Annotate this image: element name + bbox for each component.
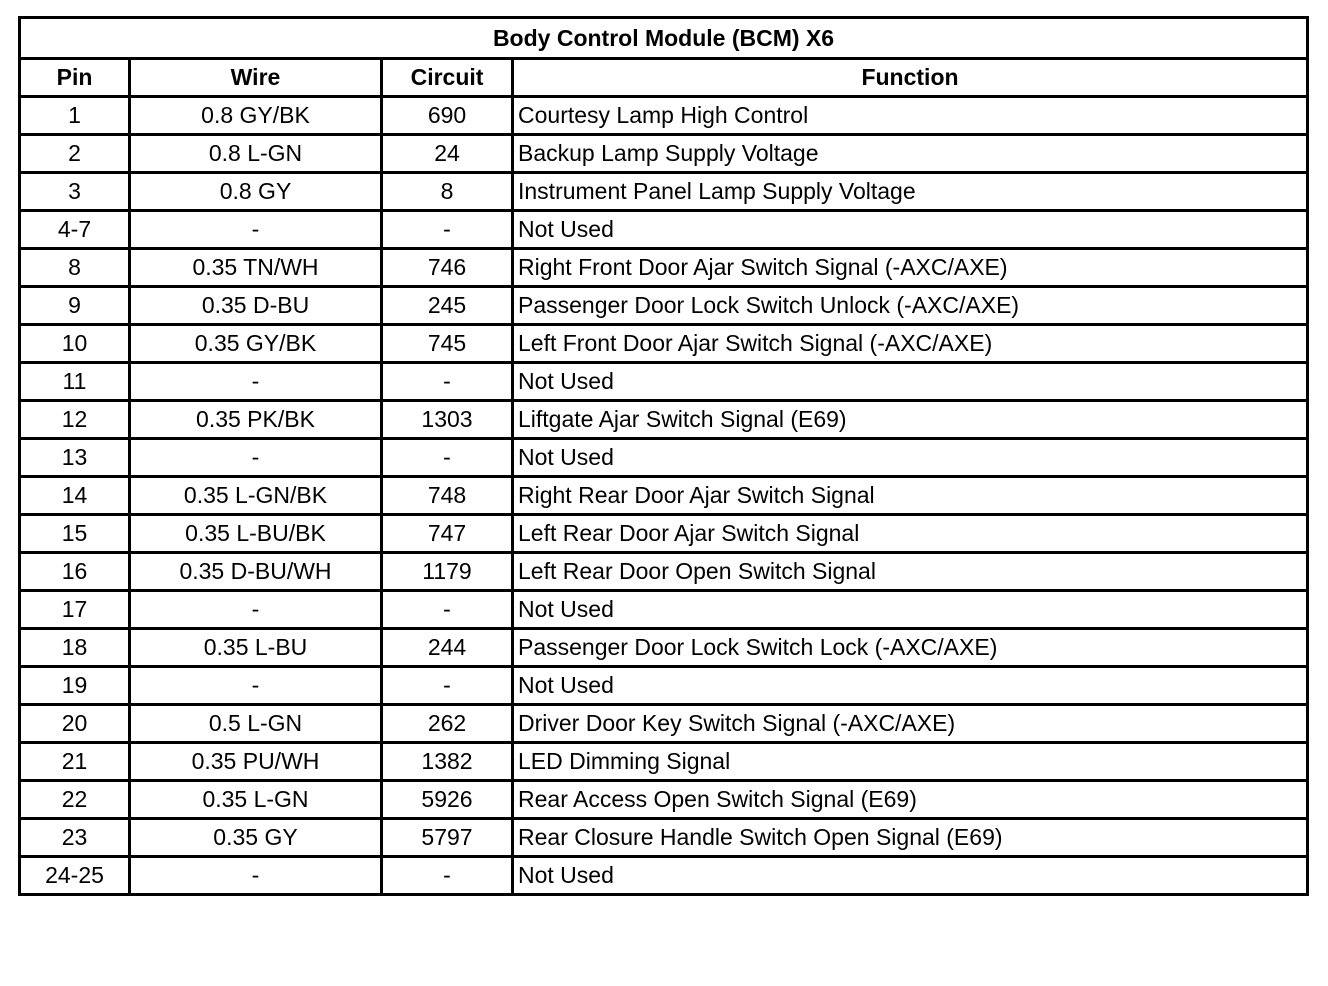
- pin-cell: 14: [20, 477, 130, 515]
- circuit-cell: 747: [382, 515, 513, 553]
- circuit-cell: -: [382, 857, 513, 895]
- circuit-cell: 262: [382, 705, 513, 743]
- function-cell: Passenger Door Lock Switch Lock (-AXC/AXE): [513, 629, 1308, 667]
- wire-cell: 0.35 TN/WH: [130, 249, 382, 287]
- circuit-cell: 1303: [382, 401, 513, 439]
- function-cell: Liftgate Ajar Switch Signal (E69): [513, 401, 1308, 439]
- pin-cell: 23: [20, 819, 130, 857]
- table-row: [20, 135, 1308, 173]
- table-row: [20, 553, 1308, 591]
- pin-cell: 10: [20, 325, 130, 363]
- table-title-row: [20, 18, 1308, 59]
- table-row: [20, 667, 1308, 705]
- pin-cell: 4-7: [20, 211, 130, 249]
- pin-cell: 1: [20, 97, 130, 135]
- table-row: [20, 439, 1308, 477]
- table-title: Body Control Module (BCM) X6: [20, 18, 1308, 59]
- table-row: [20, 401, 1308, 439]
- pin-cell: 22: [20, 781, 130, 819]
- connector-pinout-table: [18, 16, 1309, 896]
- circuit-cell: 1179: [382, 553, 513, 591]
- table-row: [20, 781, 1308, 819]
- pin-cell: 12: [20, 401, 130, 439]
- pin-cell: 20: [20, 705, 130, 743]
- wire-cell: -: [130, 211, 382, 249]
- wire-cell: -: [130, 857, 382, 895]
- function-cell: Not Used: [513, 363, 1308, 401]
- column-header-pin: Pin: [20, 59, 130, 97]
- function-cell: Not Used: [513, 439, 1308, 477]
- wire-cell: 0.35 L-GN/BK: [130, 477, 382, 515]
- table-header-row: [20, 59, 1308, 97]
- table-row: [20, 515, 1308, 553]
- pin-cell: 15: [20, 515, 130, 553]
- wire-cell: 0.35 L-BU: [130, 629, 382, 667]
- wire-cell: 0.35 PK/BK: [130, 401, 382, 439]
- circuit-cell: 745: [382, 325, 513, 363]
- circuit-cell: 748: [382, 477, 513, 515]
- table-row: [20, 743, 1308, 781]
- table-row: [20, 173, 1308, 211]
- wire-cell: -: [130, 667, 382, 705]
- function-cell: Not Used: [513, 857, 1308, 895]
- column-header-circuit: Circuit: [382, 59, 513, 97]
- wire-cell: 0.8 L-GN: [130, 135, 382, 173]
- table-row: [20, 705, 1308, 743]
- wire-cell: 0.35 D-BU/WH: [130, 553, 382, 591]
- wire-cell: 0.5 L-GN: [130, 705, 382, 743]
- circuit-cell: -: [382, 363, 513, 401]
- function-cell: Backup Lamp Supply Voltage: [513, 135, 1308, 173]
- table-body: [20, 97, 1308, 895]
- wire-cell: -: [130, 439, 382, 477]
- function-cell: Left Rear Door Ajar Switch Signal: [513, 515, 1308, 553]
- circuit-cell: 24: [382, 135, 513, 173]
- circuit-cell: 5926: [382, 781, 513, 819]
- function-cell: Right Front Door Ajar Switch Signal (-AXC/AXE): [513, 249, 1308, 287]
- function-cell: Courtesy Lamp High Control: [513, 97, 1308, 135]
- function-cell: Not Used: [513, 211, 1308, 249]
- table-row: [20, 249, 1308, 287]
- wire-cell: -: [130, 363, 382, 401]
- pin-cell: 8: [20, 249, 130, 287]
- column-header-function: Function: [513, 59, 1308, 97]
- table-row: [20, 363, 1308, 401]
- pin-cell: 18: [20, 629, 130, 667]
- pin-cell: 3: [20, 173, 130, 211]
- table-row: [20, 287, 1308, 325]
- function-cell: Instrument Panel Lamp Supply Voltage: [513, 173, 1308, 211]
- column-header-wire: Wire: [130, 59, 382, 97]
- function-cell: Left Front Door Ajar Switch Signal (-AXC/AXE): [513, 325, 1308, 363]
- pin-cell: 9: [20, 287, 130, 325]
- wire-cell: -: [130, 591, 382, 629]
- circuit-cell: -: [382, 591, 513, 629]
- function-cell: Not Used: [513, 667, 1308, 705]
- circuit-cell: 746: [382, 249, 513, 287]
- pin-cell: 17: [20, 591, 130, 629]
- wire-cell: 0.35 GY/BK: [130, 325, 382, 363]
- pin-cell: 13: [20, 439, 130, 477]
- function-cell: Rear Closure Handle Switch Open Signal (E69): [513, 819, 1308, 857]
- circuit-cell: 244: [382, 629, 513, 667]
- function-cell: Passenger Door Lock Switch Unlock (-AXC/AXE): [513, 287, 1308, 325]
- circuit-cell: -: [382, 439, 513, 477]
- wire-cell: 0.8 GY: [130, 173, 382, 211]
- wire-cell: 0.35 L-GN: [130, 781, 382, 819]
- pin-cell: 21: [20, 743, 130, 781]
- wire-cell: 0.35 D-BU: [130, 287, 382, 325]
- circuit-cell: -: [382, 211, 513, 249]
- function-cell: Right Rear Door Ajar Switch Signal: [513, 477, 1308, 515]
- table-row: [20, 97, 1308, 135]
- pin-cell: 11: [20, 363, 130, 401]
- function-cell: LED Dimming Signal: [513, 743, 1308, 781]
- circuit-cell: -: [382, 667, 513, 705]
- table-row: [20, 819, 1308, 857]
- wire-cell: 0.35 PU/WH: [130, 743, 382, 781]
- function-cell: Driver Door Key Switch Signal (-AXC/AXE): [513, 705, 1308, 743]
- table-row: [20, 325, 1308, 363]
- wire-cell: 0.8 GY/BK: [130, 97, 382, 135]
- function-cell: Left Rear Door Open Switch Signal: [513, 553, 1308, 591]
- function-cell: Rear Access Open Switch Signal (E69): [513, 781, 1308, 819]
- pin-cell: 16: [20, 553, 130, 591]
- circuit-cell: 5797: [382, 819, 513, 857]
- circuit-cell: 245: [382, 287, 513, 325]
- table-row: [20, 629, 1308, 667]
- wire-cell: 0.35 GY: [130, 819, 382, 857]
- pin-cell: 19: [20, 667, 130, 705]
- table-row: [20, 591, 1308, 629]
- table-row: [20, 477, 1308, 515]
- table-row: [20, 857, 1308, 895]
- circuit-cell: 8: [382, 173, 513, 211]
- pin-cell: 24-25: [20, 857, 130, 895]
- circuit-cell: 690: [382, 97, 513, 135]
- table-row: [20, 211, 1308, 249]
- pin-cell: 2: [20, 135, 130, 173]
- function-cell: Not Used: [513, 591, 1308, 629]
- circuit-cell: 1382: [382, 743, 513, 781]
- wire-cell: 0.35 L-BU/BK: [130, 515, 382, 553]
